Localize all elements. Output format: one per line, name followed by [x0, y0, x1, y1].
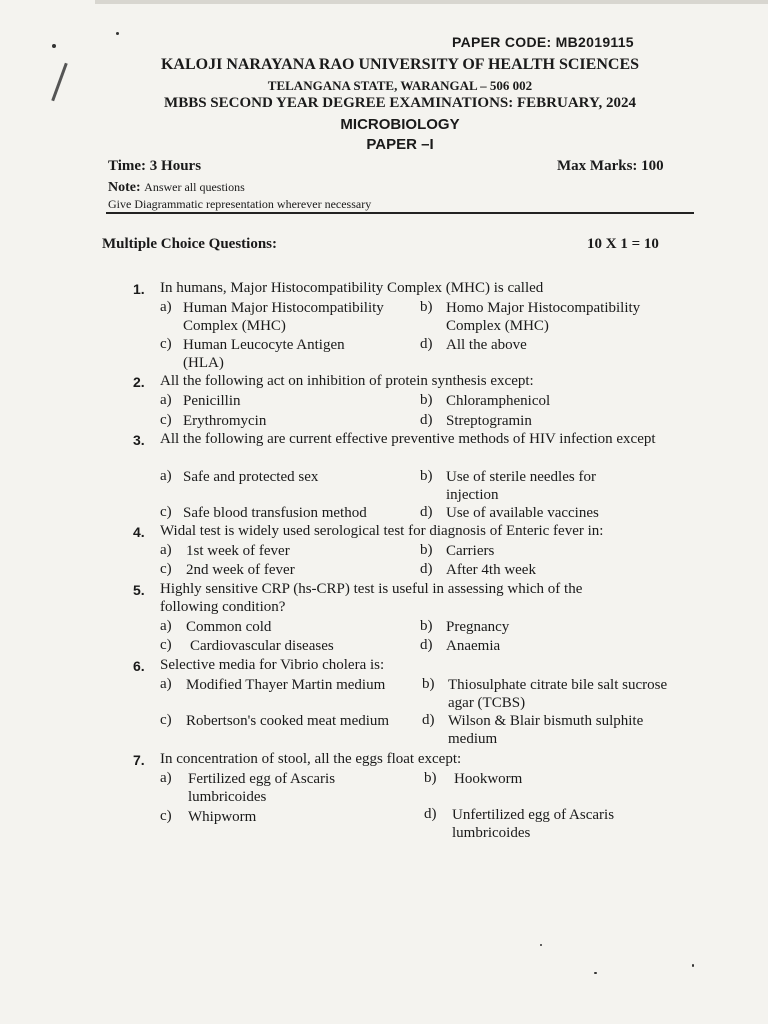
- scan-edge-line: [95, 0, 768, 4]
- option-c: Erythromycin: [183, 413, 267, 429]
- question-number: 5.: [133, 582, 145, 598]
- option-a: Human Major Histocompatibility Complex (MHC): [183, 300, 384, 334]
- question-number: 1.: [133, 281, 145, 297]
- option-label: b): [420, 618, 433, 634]
- question-text: Selective media for Vibrio cholera is:: [160, 657, 385, 673]
- question-text: All the following act on inhibition of protein synthesis except:: [160, 373, 534, 389]
- option-label: a): [160, 676, 172, 692]
- option-label: a): [160, 542, 172, 558]
- section-marks: 10 X 1 = 10: [587, 236, 659, 252]
- option-c: Cardiovascular diseases: [190, 638, 334, 654]
- speck: [540, 944, 542, 946]
- option-c: Robertson's cooked meat medium: [186, 713, 390, 729]
- option-b: Carriers: [446, 543, 495, 559]
- speck: [692, 964, 694, 967]
- speck: [116, 32, 119, 35]
- option-label: c): [160, 412, 172, 428]
- option-b: Use of sterile needles for injection: [446, 469, 596, 503]
- subject-title: MICROBIOLOGY: [340, 116, 460, 133]
- option-label: c): [160, 561, 172, 577]
- option-label: c): [160, 637, 172, 653]
- option-d: All the above: [446, 337, 527, 353]
- question-text: Widal test is widely used serological test for diagnosis of Enteric fever in:: [160, 523, 604, 539]
- option-a: Common cold: [186, 619, 272, 635]
- option-label: d): [420, 561, 433, 577]
- option-b: Chloramphenicol: [446, 393, 551, 409]
- option-label: a): [160, 299, 172, 315]
- option-label: a): [160, 618, 172, 634]
- note-label: Note:: [108, 180, 141, 195]
- question-text: All the following are current effective preventive methods of HIV infection except: [160, 431, 656, 447]
- option-d: Streptogramin: [446, 413, 532, 429]
- exam-title: MBBS SECOND YEAR DEGREE EXAMINATIONS: FEBRUARY, 2024: [164, 95, 636, 111]
- option-a: 1st week of fever: [186, 543, 290, 559]
- question-number: 2.: [133, 374, 145, 390]
- question-number: 6.: [133, 658, 145, 674]
- question-text: In concentration of stool, all the eggs float except:: [160, 751, 462, 767]
- option-d: Wilson & Blair bismuth sulphite medium: [448, 713, 644, 747]
- option-label: d): [424, 806, 437, 822]
- option-a: Fertilized egg of Ascaris lumbricoides: [188, 771, 336, 805]
- header-divider: [106, 212, 694, 214]
- option-label: b): [420, 542, 433, 558]
- speck: [594, 972, 597, 974]
- option-label: c): [160, 504, 172, 520]
- option-a: Penicillin: [183, 393, 241, 409]
- option-d: After 4th week: [446, 562, 536, 578]
- option-label: d): [420, 412, 433, 428]
- option-b: Thiosulphate citrate bile salt sucrose agar (TCBS): [448, 677, 668, 711]
- note: [108, 180, 245, 196]
- option-b: Homo Major Histocompatibility Complex (MHC): [446, 300, 641, 334]
- option-label: b): [424, 770, 437, 786]
- option-c: Safe blood transfusion method: [183, 505, 367, 521]
- option-c: Human Leucocyte Antigen (HLA): [183, 337, 345, 371]
- option-label: c): [160, 712, 172, 728]
- option-label: a): [160, 770, 172, 786]
- option-d: Anaemia: [446, 638, 501, 654]
- max-marks: Max Marks: 100: [557, 158, 664, 174]
- option-b: Hookworm: [454, 771, 523, 787]
- question-number: 3.: [133, 432, 145, 448]
- option-label: b): [420, 299, 433, 315]
- option-label: c): [160, 336, 172, 352]
- option-label: b): [420, 468, 433, 484]
- option-label: b): [420, 392, 433, 408]
- option-a: Safe and protected sex: [183, 469, 319, 485]
- question-number: 7.: [133, 752, 145, 768]
- option-label: d): [420, 637, 433, 653]
- question-number: 4.: [133, 524, 145, 540]
- section-title: Multiple Choice Questions:: [102, 236, 277, 252]
- option-label: a): [160, 392, 172, 408]
- question-text: In humans, Major Histocompatibility Complex (MHC) is called: [160, 280, 544, 296]
- option-c: 2nd week of fever: [186, 562, 295, 578]
- option-label: d): [420, 336, 433, 352]
- option-label: c): [160, 808, 172, 824]
- university-name: KALOJI NARAYANA RAO UNIVERSITY OF HEALTH SCIENCES: [160, 56, 640, 73]
- paper-number: PAPER –I: [366, 136, 434, 153]
- university-address: TELANGANA STATE, WARANGAL – 506 002: [267, 78, 533, 93]
- speck: [52, 44, 56, 48]
- time-allowed: Time: 3 Hours: [108, 158, 202, 174]
- option-b: Pregnancy: [446, 619, 510, 635]
- option-label: d): [420, 504, 433, 520]
- option-label: a): [160, 468, 172, 484]
- option-c: Whipworm: [188, 809, 257, 825]
- option-a: Modified Thayer Martin medium: [186, 677, 386, 693]
- paper-code: PAPER CODE: MB2019115: [452, 34, 634, 50]
- diagram-note: Give Diagrammatic representation wherever necessary: [108, 197, 372, 211]
- option-label: d): [422, 712, 435, 728]
- question-text: Highly sensitive CRP (hs-CRP) test is useful in assessing which of the following condition?: [160, 581, 583, 615]
- note-text: Answer all questions: [144, 180, 245, 194]
- option-d: Use of available vaccines: [446, 505, 599, 521]
- option-d: Unfertilized egg of Ascaris lumbricoides: [452, 807, 615, 841]
- option-label: b): [422, 676, 435, 692]
